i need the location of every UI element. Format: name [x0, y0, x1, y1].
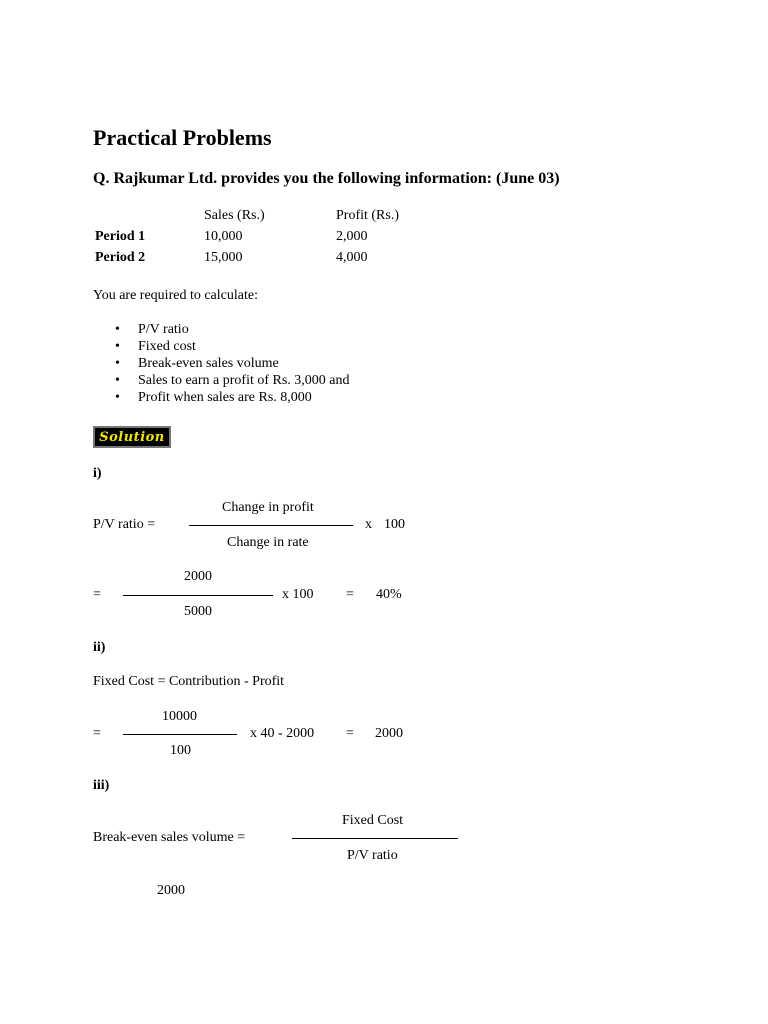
- instruction-text: You are required to calculate:: [93, 288, 258, 303]
- part-3-label: iii): [93, 778, 110, 793]
- part-2-label: ii): [93, 640, 106, 655]
- pv-result-equals: =: [346, 587, 354, 602]
- column-header-sales: Sales (Rs.): [204, 208, 265, 223]
- pv-calc-times: x 100: [282, 587, 314, 602]
- bep-fraction-bar: [292, 838, 458, 839]
- list-item: • Sales to earn a profit of Rs. 3,000 and: [93, 372, 350, 389]
- column-header-profit: Profit (Rs.): [336, 208, 399, 223]
- pv-times: x: [365, 517, 372, 532]
- pv-multiplier: 100: [384, 517, 405, 532]
- row-label-period-1: Period 1: [95, 229, 146, 244]
- row-label-period-2: Period 2: [95, 250, 146, 265]
- list-item: • Fixed cost: [93, 338, 350, 355]
- fc-calc-rest: x 40 - 2000: [250, 726, 315, 741]
- page-title: Practical Problems: [93, 125, 272, 150]
- pv-calc-equals: =: [93, 587, 101, 602]
- list-item: • Break-even sales volume: [93, 355, 350, 372]
- bep-lhs: Break-even sales volume =: [93, 830, 246, 845]
- fc-calc-denominator: 100: [170, 743, 191, 758]
- fc-result-equals: =: [346, 726, 354, 741]
- list-item: • P/V ratio: [93, 321, 350, 338]
- fc-result: 2000: [375, 726, 403, 741]
- fixed-cost-formula: Fixed Cost = Contribution - Profit: [93, 674, 285, 689]
- pv-ratio-lhs: P/V ratio =: [93, 517, 156, 532]
- solution-badge: [93, 426, 171, 448]
- cell-profit-period-1: 2,000: [336, 229, 368, 244]
- requirements-list: [93, 321, 350, 406]
- bep-denominator: P/V ratio: [347, 848, 398, 863]
- bep-calc-numerator: 2000: [157, 883, 185, 898]
- pv-calc-fraction-bar: [123, 595, 273, 596]
- pv-calc-numerator: 2000: [184, 569, 212, 584]
- fc-calc-numerator: 10000: [162, 709, 197, 724]
- pv-calc-denominator: 5000: [184, 604, 212, 619]
- cell-sales-period-2: 15,000: [204, 250, 243, 265]
- solution-badge-label: Solution: [99, 429, 165, 445]
- part-1-label: i): [93, 466, 102, 481]
- fc-calc-equals: =: [93, 726, 101, 741]
- pv-fraction-bar: [189, 525, 353, 526]
- question-text: Q. Rajkumar Ltd. provides you the following information: (June 03): [93, 170, 560, 187]
- pv-numerator: Change in profit: [222, 500, 314, 515]
- list-item: • Profit when sales are Rs. 8,000: [93, 389, 350, 406]
- bep-numerator: Fixed Cost: [342, 813, 404, 828]
- fc-calc-fraction-bar: [123, 734, 237, 735]
- cell-profit-period-2: 4,000: [336, 250, 368, 265]
- pv-result: 40%: [376, 587, 402, 602]
- pv-denominator: Change in rate: [227, 535, 309, 550]
- cell-sales-period-1: 10,000: [204, 229, 243, 244]
